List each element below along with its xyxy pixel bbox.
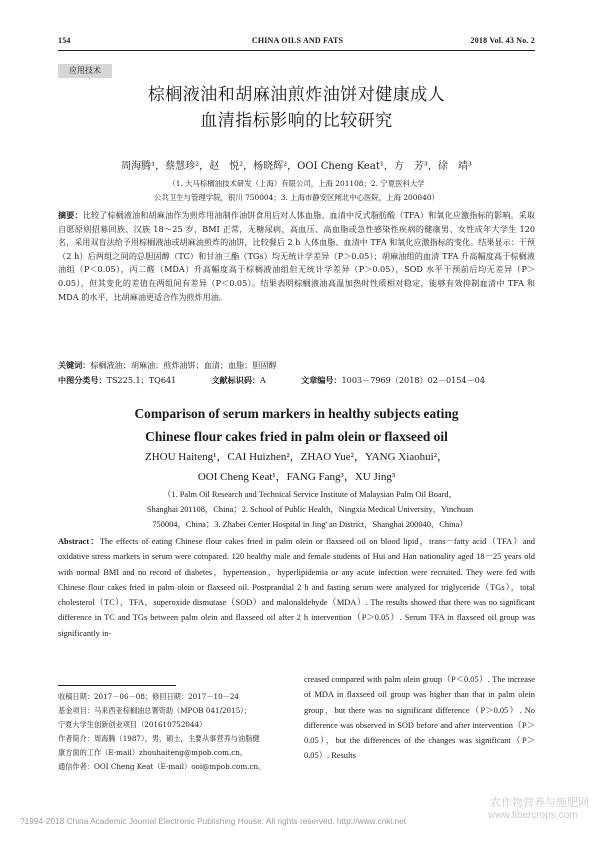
- footnote-rule: [58, 685, 176, 686]
- cn-keywords-text: 棕榈液油；胡麻油；煎炸油饼；血清；血脂；胆固醇: [90, 360, 277, 370]
- en-abstract: [58, 534, 535, 641]
- cn-affiliation-line-1: （1. 大马棕榈油技术研发（上海）有限公司，上海 201108；2. 宁夏医科大学: [168, 179, 425, 188]
- section-badge: 应用技术: [58, 64, 112, 78]
- cn-classification: [58, 374, 535, 388]
- cn-keywords-label: 关键词：: [58, 360, 91, 370]
- page-number: 154: [58, 36, 71, 45]
- doc-code-label: 文献标识码：: [211, 375, 261, 385]
- footnote-received: 收稿日期：2017－06－08；修回日期：2017－10－24: [58, 692, 239, 701]
- watermark-cn: 农作物营养与施肥网: [490, 796, 589, 809]
- footnote-author-2: 康方面的工作（E-mail）zhouhaiteng@mpob.com.cn。: [58, 748, 248, 757]
- en-affiliation-line-3: 750004，China；3. Zhabei Center Hospital in Jing' an District，Shanghai 200040，China）: [152, 520, 468, 529]
- cn-title-line-1: 棕榈液油和胡麻油煎炸油饼对健康成人: [147, 85, 446, 105]
- article-no-label: 文章编号：: [301, 375, 342, 385]
- cn-affiliation-line-2: 公共卫生与管理学院，银川 750004；3. 上海市静安区闸北中心医院，上海 200040）: [154, 193, 439, 202]
- cn-abstract-label: 摘要：: [58, 210, 83, 220]
- en-title-line-2: Chinese flour cakes fried in palm olein or flaxseed oil: [145, 429, 448, 444]
- en-title-line-1: Comparison of serum markers in healthy subjects eating: [134, 406, 459, 421]
- header-rule: [58, 50, 535, 51]
- en-authors-line-1: ZHOU Haiteng¹，CAI Huizhen²，ZHAO Yue²，YANG Xiaohui²，: [144, 451, 448, 463]
- footnote-author-1: 作者简介：周海腾（1987），男，硕士，主要从事营养与油脂健: [58, 734, 260, 743]
- en-affiliation-line-1: （1. Palm Oil Research and Technical Service Institute of Malaysian Palm Oil Board，: [163, 490, 457, 499]
- footnote-fund-1: 基金项目：马来西亚棕榈油总署资助（MPOB 041/2015）；: [58, 706, 252, 715]
- journal-name: CHINA OILS AND FATS: [251, 36, 344, 45]
- en-authors-line-2: OOI Cheng Keat¹，FANG Fang³，XU Jing³: [197, 471, 396, 483]
- article-no-value: 1003－7969（2018）02－0154－04: [341, 375, 485, 385]
- watermark-url: www.fibercrops.com: [488, 810, 578, 821]
- class-label: 中图分类号：: [58, 375, 107, 385]
- en-abstract-continued: creased compared with palm olein group（P＜0.05）. The increase of MDA in flaxseed oil group was higher than that in palm olein group，but there was no significant difference（P＞0.05）. No difference was observed in SOD before and after intervention（P＞0.05），but the differences of the changes was significant（P＞0.05）. Results: [304, 675, 535, 761]
- cn-authors: 周海腾¹，蔡慧珍²，赵 悦²，杨晓辉²，OOI Cheng Keat¹，方 芳³，徐 靖³: [121, 161, 472, 172]
- class-value: TS225.1；TQ641: [106, 375, 177, 385]
- footnote-corresponding: 通信作者：OOI Cheng Keat（E-mail）ooi@mpob.com.cn。: [58, 762, 266, 771]
- cnki-footer: ?1994-2018 China Academic Journal Electronic Publishing House. All rights reserved. http://www.cnki.net: [20, 816, 407, 826]
- issue-info: 2018 Vol. 43 No. 2: [470, 36, 535, 45]
- doc-code-value: A: [260, 375, 266, 385]
- en-affiliation-line-2: Shanghai 201108，China；2. School of Public Health，Ningxia Medical University，Yinchuan: [146, 505, 474, 514]
- en-abstract-text: The effects of eating Chinese flour cakes fried in palm olein or flaxseed oil on blood lipid，trans－fatty acid（TFA）and oxidative stress markers in serum were compared. 120 healthy male and female students of Hui and Han nationality aged 18－25 years old with normal BMI and no record of diabetes，hypertension，hyperlipidemia or any acute infection were recruited. They were fed with Chinese flour cakes fried in palm olein or flaxseed oil. Postprandial 2 h and fasting serum were analyzed for triglyceride（TGs），total cholesterol（TC），TFA，superoxide dismutase（SOD）and malonaldehyde（MDA）. The results showed that there was no significant difference in TC and TGs between palm olein and flaxseed oil after 2 h intervention（P＞0.05）. Serum TFA in flaxseed oil group was significantly in-: [58, 537, 535, 638]
- cn-abstract-text: 比较了棕榈液油和胡麻油作为煎炸用油制作油饼食用后对人体血脂、血清中反式脂肪酸（TFA）和氧化应激指标的影响。采取自愿原则招募回族、汉族 18～25 岁，BMI 正常，无糖尿病、高血压、高血脂或急性感染性疾病的健康男、女性成年大学生 120 名，采用双盲法给予用棕榈液油或胡麻油煎炸的油饼，比较餐后 2 h 人体血脂、血清中 TFA 和氧化应激指标的变化。结果显示：干预（2 h）后两组之间的总胆固醇（TC）和甘油三酯（TGs）均无统计学差异（P＞0.05）；胡麻油组的血清 TFA 升高幅度高于棕榈液油组（P＜0.05），丙二醛（MDA）升高幅度高于棕榈液油组但无统计学差异（P＞0.05），SOD 水平干预前后均无差异（P＞0.05），但其变化的差值在两组间有差异（P＜0.05）。结果表明棕榈液油高温加热时性质相对稳定，能够有效抑制血清中 TFA 和 MDA 的水平，比胡麻油更适合作为煎炸用油。: [58, 210, 535, 302]
- cn-keywords: [58, 359, 535, 373]
- footnote-fund-2: 宁夏大学生创新创业项目（201610752044）: [58, 720, 207, 729]
- cn-abstract: [58, 209, 535, 304]
- en-abstract-label: Abstract：: [58, 537, 100, 546]
- cn-title-line-2: 血清指标影响的比较研究: [200, 111, 393, 131]
